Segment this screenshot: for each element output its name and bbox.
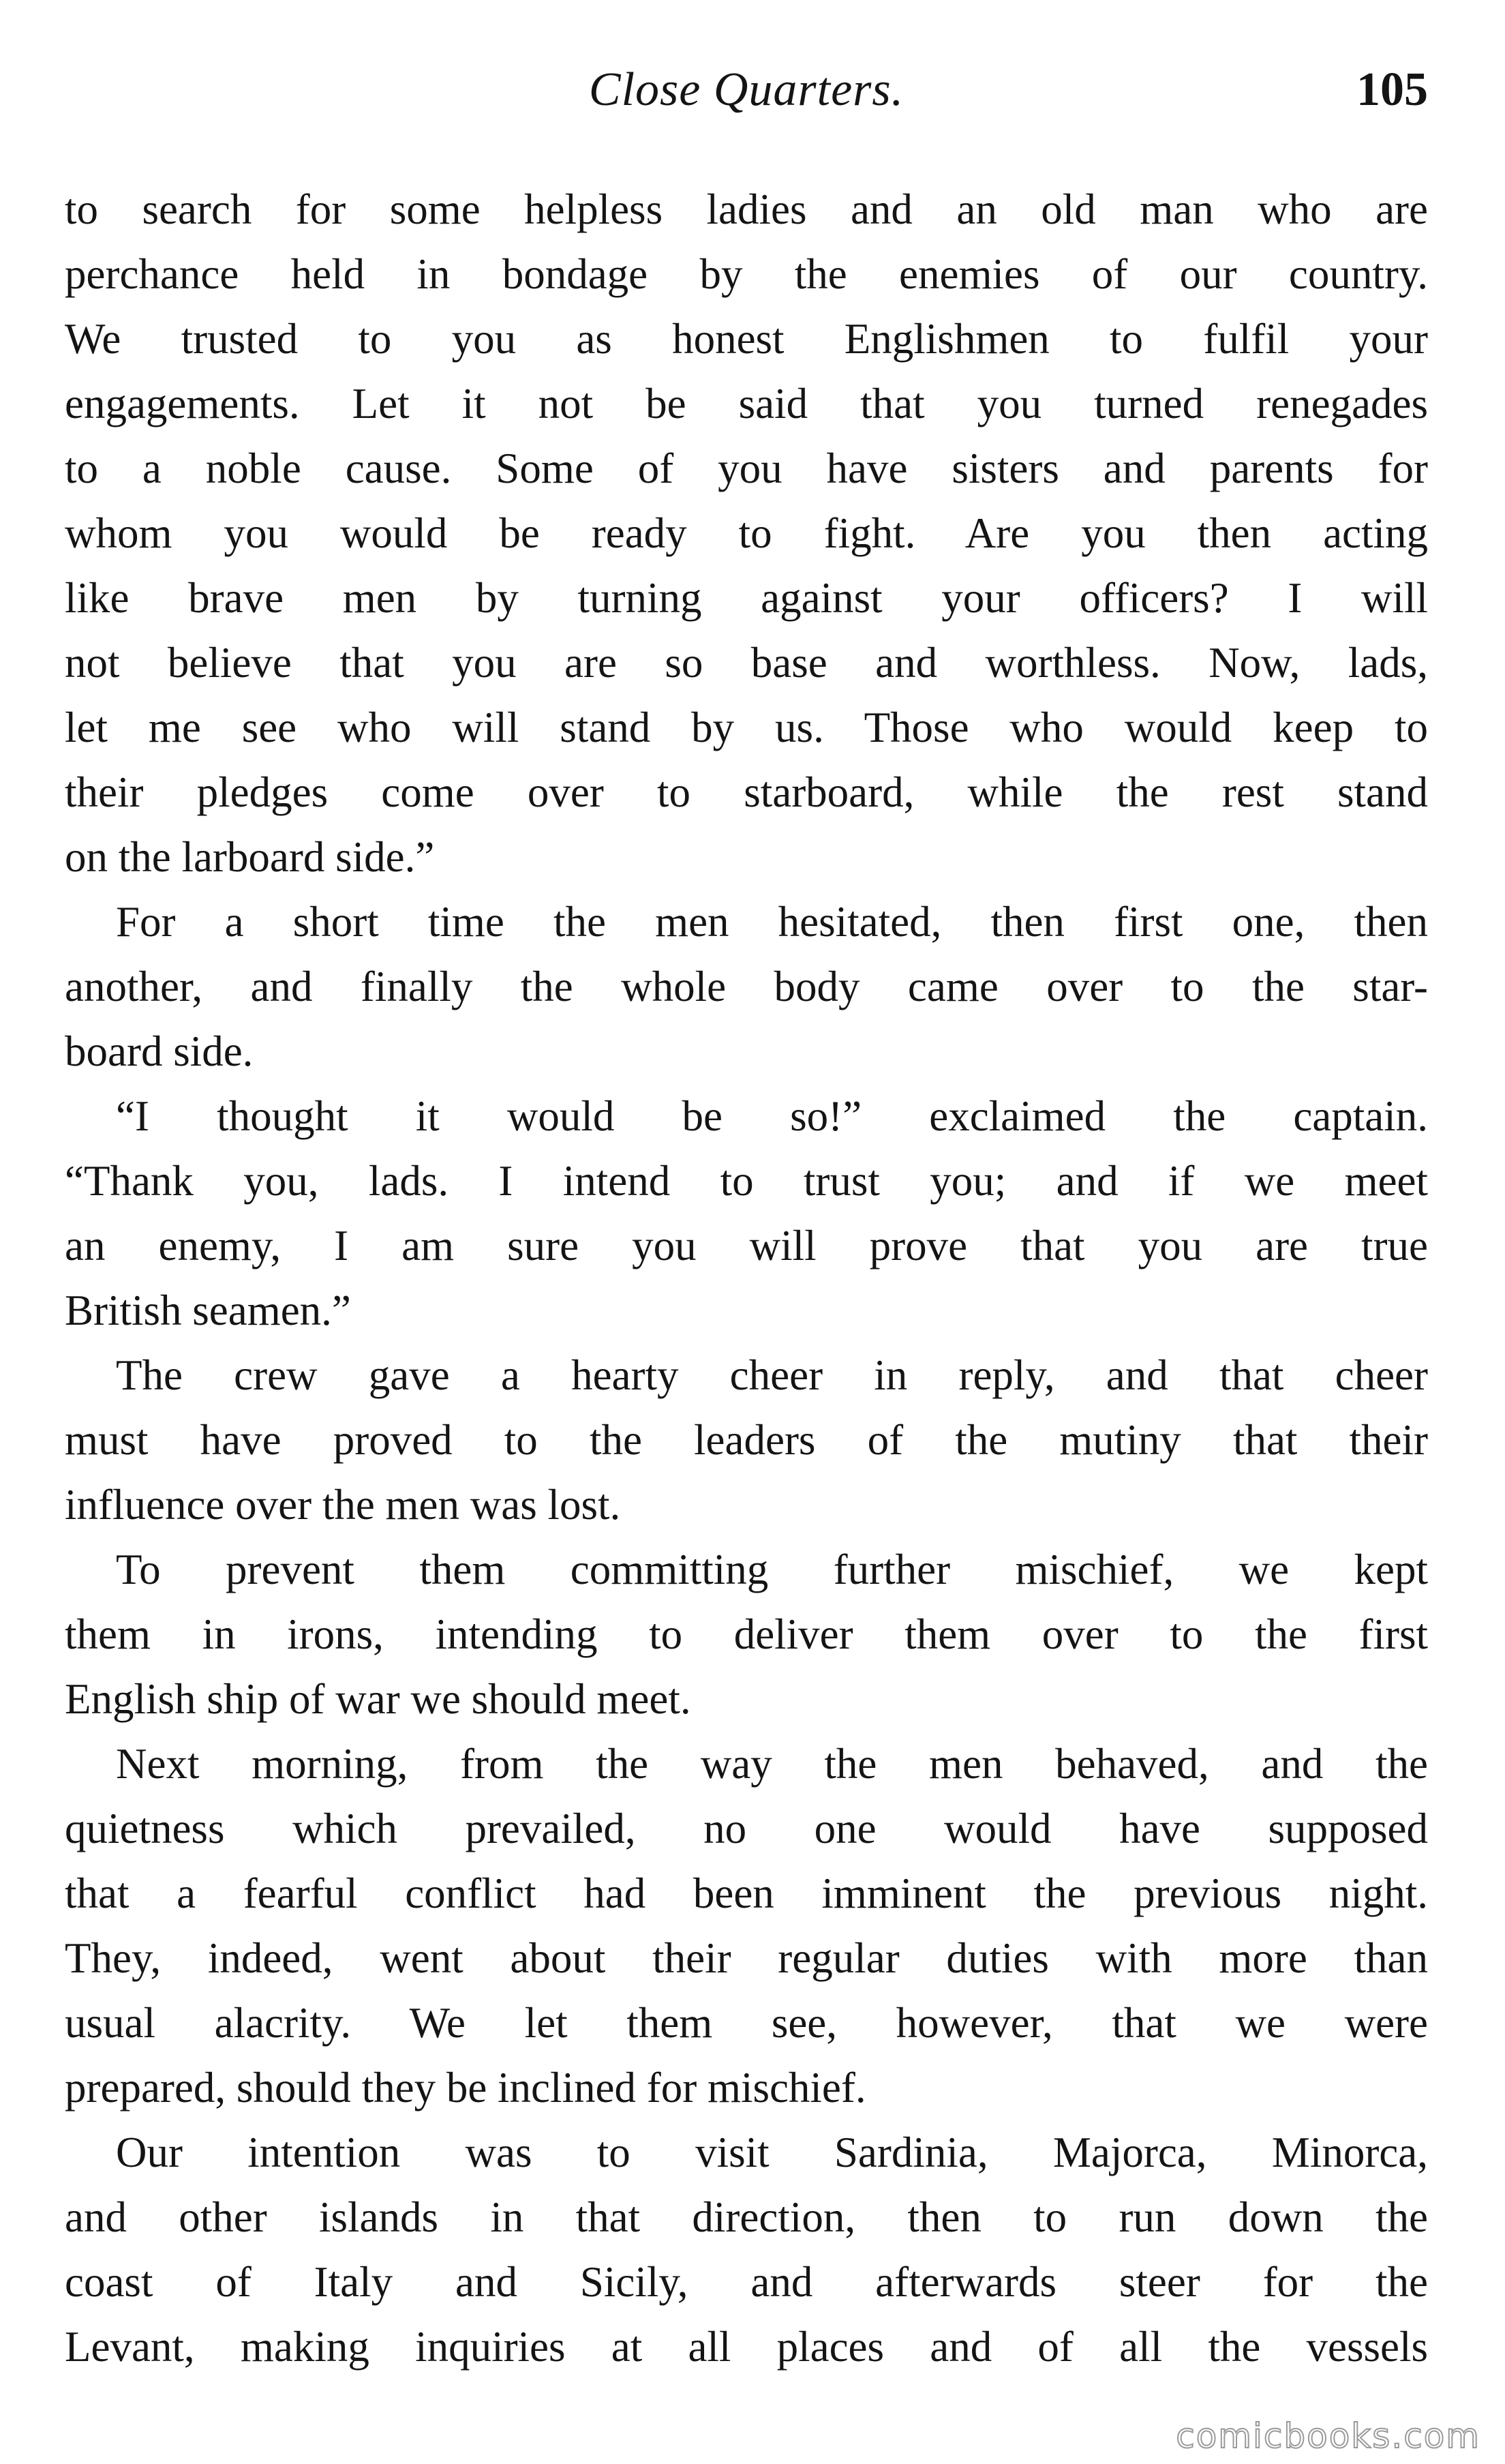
text-line: Our intention was to visit Sardinia, Majorca, Minorca, bbox=[116, 2129, 1428, 2176]
text-line: For a short time the men hesitated, then first one, then bbox=[116, 898, 1428, 946]
body-text bbox=[65, 177, 1428, 2379]
text-line: on the larboard side.” bbox=[65, 833, 435, 881]
text-line: The crew gave a hearty cheer in reply, and that cheer bbox=[116, 1351, 1428, 1399]
chapter-title: Close Quarters. bbox=[588, 63, 904, 116]
text-line: influence over the men was lost. bbox=[65, 1481, 621, 1529]
text-line: We trusted to you as honest Englishmen to fulfil your bbox=[65, 315, 1428, 363]
text-line: that a fearful conflict had been imminent the previous night. bbox=[65, 1869, 1428, 1917]
text-line: perchance held in bondage by the enemies of our country. bbox=[65, 250, 1428, 298]
text-line: another, and finally the whole body came over to the star- bbox=[65, 963, 1428, 1010]
text-line: “Thank you, lads. I intend to trust you; and if we meet bbox=[65, 1157, 1428, 1205]
text-line: “I thought it would be so!” exclaimed the captain. bbox=[116, 1092, 1428, 1140]
text-line: and other islands in that direction, then to run down the bbox=[65, 2193, 1428, 2241]
book-page bbox=[65, 48, 1428, 2379]
text-line: must have proved to the leaders of the mutiny that their bbox=[65, 1416, 1428, 1464]
text-line: English ship of war we should meet. bbox=[65, 1675, 691, 1723]
text-line: To prevent them committing further mischief, we kept bbox=[116, 1546, 1428, 1593]
text-line: coast of Italy and Sicily, and afterwards steer for the bbox=[65, 2258, 1428, 2306]
text-line: prepared, should they be inclined for mischief. bbox=[65, 2064, 866, 2112]
running-head bbox=[65, 48, 1428, 150]
text-line: Next morning, from the way the men behaved, and the bbox=[116, 1740, 1428, 1788]
text-line: let me see who will stand by us. Those who would keep to bbox=[65, 704, 1428, 751]
text-line: They, indeed, went about their regular duties with more than bbox=[65, 1934, 1428, 1982]
text-line: engagements. Let it not be said that you turned renegades bbox=[65, 380, 1428, 427]
text-line: not believe that you are so base and worthless. Now, lads, bbox=[65, 639, 1428, 687]
text-line: quietness which prevailed, no one would have supposed bbox=[65, 1805, 1428, 1852]
text-line: to a noble cause. Some of you have sisters and parents for bbox=[65, 445, 1428, 492]
text-line: board side. bbox=[65, 1027, 254, 1075]
text-line: their pledges come over to starboard, while the rest stand bbox=[65, 768, 1428, 816]
text-line: Levant, making inquiries at all places and of all the vessels bbox=[65, 2323, 1428, 2371]
text-line: British seamen.” bbox=[65, 1287, 351, 1334]
watermark-logo: comicbooks.com bbox=[1176, 2416, 1480, 2456]
text-line: an enemy, I am sure you will prove that you are true bbox=[65, 1222, 1428, 1269]
text-line: them in irons, intending to deliver them over to the first bbox=[65, 1610, 1428, 1658]
page-number: 105 bbox=[1356, 63, 1428, 116]
text-line: to search for some helpless ladies and an old man who are bbox=[65, 185, 1428, 233]
text-line: whom you would be ready to fight. Are you then acting bbox=[65, 509, 1428, 557]
text-line: like brave men by turning against your officers? I will bbox=[65, 574, 1428, 622]
text-line: usual alacrity. We let them see, however, that we were bbox=[65, 1999, 1428, 2047]
